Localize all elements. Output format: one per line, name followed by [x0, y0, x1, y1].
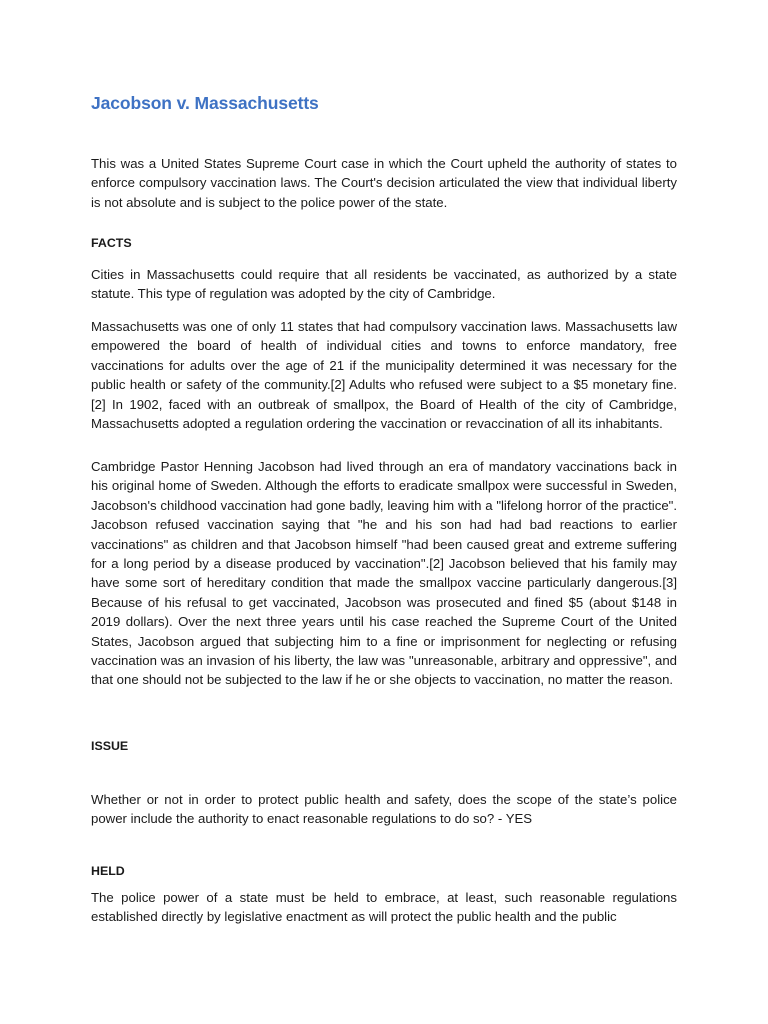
facts-paragraph-3: Cambridge Pastor Henning Jacobson had lived through an era of mandatory vaccinations back in his original home of Sweden. Although the efforts to eradicate smallpox were successful in Sweden, Jacobson's childhood vaccination had gone badly, leaving him with a "lifelong horror of the practice". Jacobson refused vaccination saying that "he and his son had had bad reactions to earlier vaccinations" as children and that Jacobson himself "had been caused great and extreme suffering for a long period by a disease produced by vaccination".[2] Jacobson believed that his family may have some sort of hereditary condition that made the smallpox vaccine particularly dangerous.[3] Because of his refusal to get vaccinated, Jacobson was prosecuted and fined $5 (about $148 in 2019 dollars). Over the next three years until his case reached the Supreme Court of the United States, Jacobson argued that subjecting him to a fine or imprisonment for neglecting or refusing vaccination was an invasion of his liberty, the law was "unreasonable, arbitrary and oppressive", and that one should not be subjected to the law if he or she objects to vaccination, no matter the reason.	[91, 459, 677, 688]
facts-heading: FACTS	[91, 236, 132, 250]
facts-paragraph-2: Massachusetts was one of only 11 states that had compulsory vaccination laws. Massachusetts law empowered the board of health of individual cities and towns to enforce mandatory, free vaccinations for adults over the age of 21 if the municipality determined it was necessary for the public health or safety of the community.[2] Adults who refused were subject to a $5 monetary fine.[2] In 1902, faced with an outbreak of smallpox, the Board of Health of the city of Cambridge, Massachusetts adopted a regulation ordering the vaccination or revaccination of all its inhabitants.	[91, 319, 677, 432]
issue-heading: ISSUE	[91, 739, 129, 753]
issue-paragraph: Whether or not in order to protect public health and safety, does the scope of the state’s police power include the authority to enact reasonable regulations to do so? - YES	[91, 792, 677, 827]
facts-paragraph-1: Cities in Massachusetts could require that all residents be vaccinated, as authorized by a state statute. This type of regulation was adopted by the city of Cambridge.	[91, 267, 677, 302]
page-title: Jacobson v. Massachusetts	[91, 93, 319, 113]
intro-paragraph: This was a United States Supreme Court case in which the Court upheld the authority of states to enforce compulsory vaccination laws. The Court's decision articulated the view that individual liberty is not absolute and is subject to the police power of the state.	[91, 156, 677, 210]
held-heading: HELD	[91, 864, 125, 878]
held-paragraph: The police power of a state must be held to embrace, at least, such reasonable regulations established directly by legislative enactment as will protect the public health and the public	[91, 890, 677, 925]
